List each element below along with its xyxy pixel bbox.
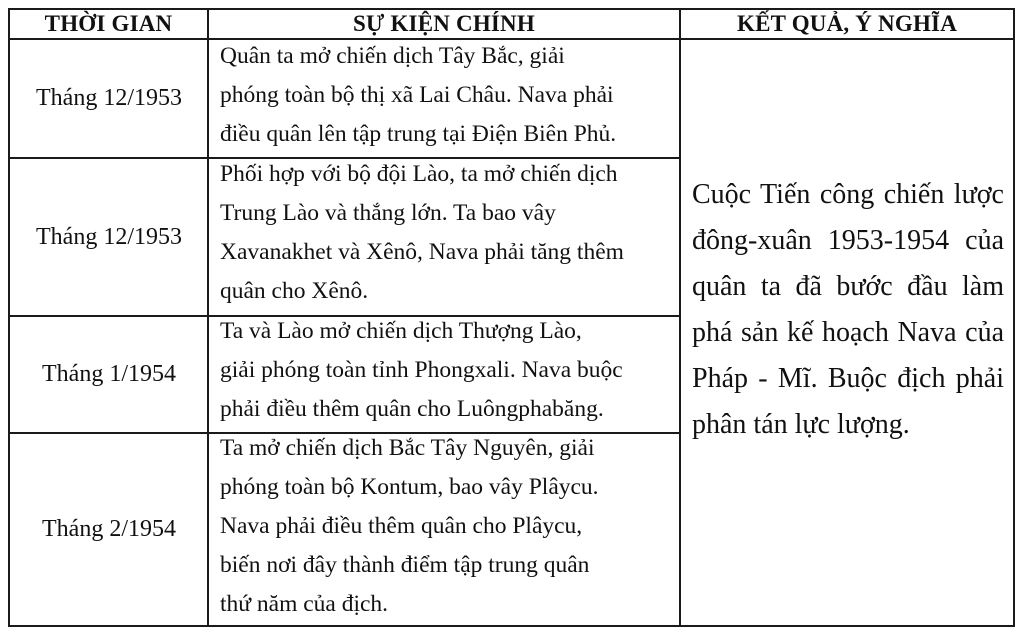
row-2-event-line-4: quân cho Xênô. (220, 278, 369, 304)
row-1-time: Tháng 12/1953 (36, 85, 182, 111)
header-result: KẾT QUẢ, Ý NGHĨA (736, 11, 958, 36)
row-3-event-line-3: phải điều thêm quân cho Luôngphabăng. (220, 396, 604, 422)
header-event: SỰ KIỆN CHÍNH (353, 11, 535, 36)
row-4-event-line-3: Nava phải điều thêm quân cho Plâycu, (220, 513, 583, 539)
row-1-event (220, 37, 678, 154)
row-4-event-line-5: thứ năm của địch. (220, 591, 389, 617)
result-text: Cuộc Tiến công chiến lược đông-xuân 1953-1954 của quân ta đã bước đầu làm phá sản kế hoạch Nava của Pháp - Mĩ. Buộc địch phải phân tán lực lượng. (692, 179, 1004, 440)
row-4-event-line-1: Ta mở chiến dịch Bắc Tây Nguyên, giải (220, 435, 595, 461)
row-2-event (220, 155, 678, 311)
row-1-event-line-1: Quân ta mở chiến dịch Tây Bắc, giải (220, 43, 565, 69)
row-3-event-line-2: giải phóng toàn tỉnh Phongxali. Nava buộc (220, 357, 623, 383)
row-4-event (220, 429, 678, 624)
row-2-event-line-1: Phối hợp với bộ đội Lào, ta mở chiến dịch (220, 161, 618, 187)
row-4-time: Tháng 2/1954 (42, 516, 176, 542)
row-1-event-line-2: phóng toàn bộ thị xã Lai Châu. Nava phải (220, 82, 614, 108)
row-4-event-line-2: phóng toàn bộ Kontum, bao vây Plâycu. (220, 474, 599, 500)
row-2-event-line-2: Trung Lào và thắng lớn. Ta bao vây (220, 200, 556, 226)
row-3-event-line-1: Ta và Lào mở chiến dịch Thượng Lào, (220, 318, 582, 344)
row-3-time: Tháng 1/1954 (42, 361, 176, 387)
row-3-event (220, 312, 678, 429)
column-divider-2 (679, 8, 681, 627)
row-1-event-line-3: điều quân lên tập trung tại Điện Biên Phủ. (220, 121, 617, 147)
row-2-event-line-3: Xavanakhet và Xênô, Nava phải tăng thêm (220, 239, 624, 265)
row-2-time: Tháng 12/1953 (36, 223, 182, 250)
row-4-event-line-4: biến nơi đây thành điểm tập trung quân (220, 552, 590, 578)
header-time: THỜI GIAN (44, 11, 173, 36)
